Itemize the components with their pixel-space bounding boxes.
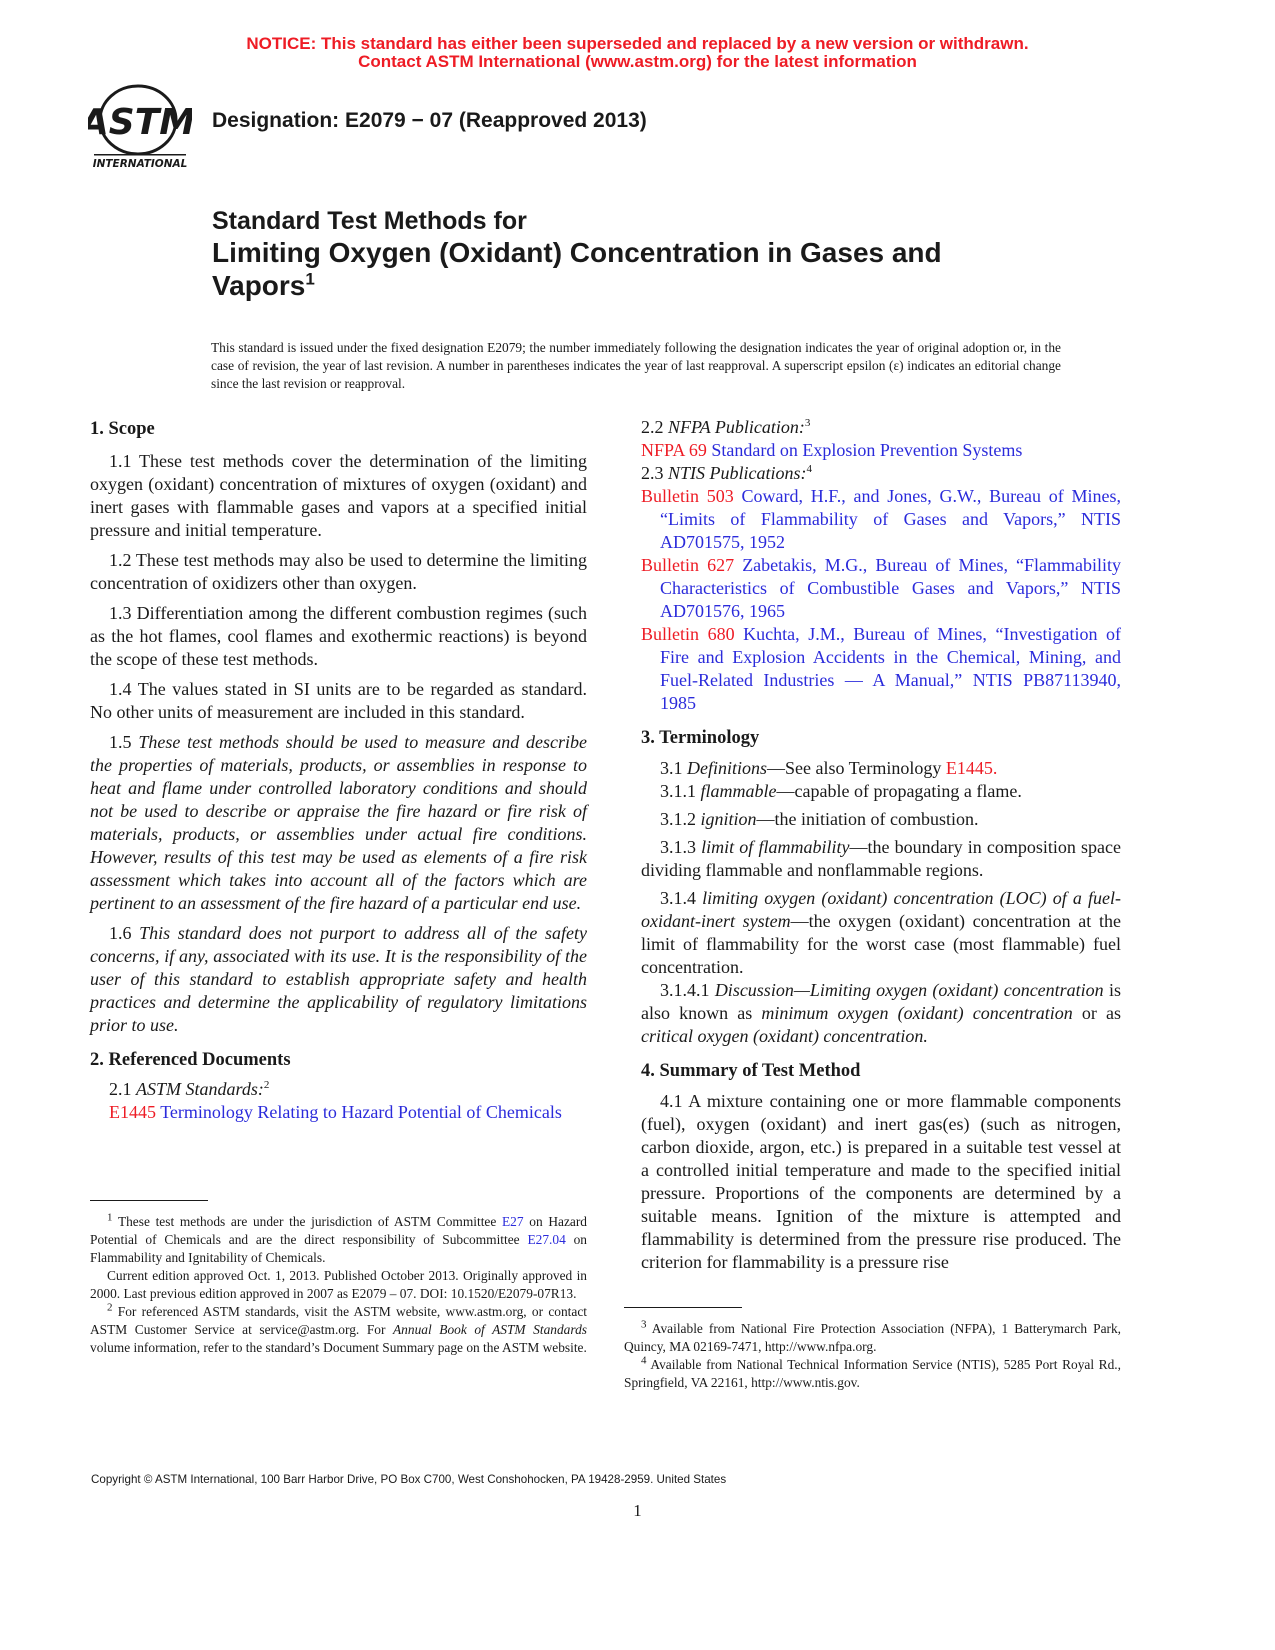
footnote-3-text: Available from National Fire Protection Association (NFPA), 1 Batterymarch Park, Quincy, MA 02169-7471, http://www.nfpa.org. [624, 1321, 1122, 1354]
para-3-1-2-term: ignition [700, 809, 757, 829]
logo-subtext: INTERNATIONAL [92, 158, 188, 170]
section-heading-referenced-documents: 2. Referenced Documents [90, 1050, 291, 1070]
title-footnote-mark: 1 [305, 269, 315, 289]
right-column [641, 416, 1121, 1274]
ref-nfpa69-title-link[interactable]: Standard on Explosion Prevention Systems [711, 440, 1023, 460]
para-1-3: 1.3 Differentiation among the different combustion regimes (such as the hot flames, cool flames and exothermic reactions) is beyond the scope of these test methods. [90, 603, 587, 669]
para-3-1-4-1-text-1: is also known as [641, 980, 1122, 1023]
title-line2: Limiting Oxygen (Oxidant) Concentration in Gases and [212, 237, 942, 268]
footnote-1-text-c: on Flammability and Ignitability of Chemicals. [90, 1232, 587, 1265]
para-3-1-3-text: —the boundary in composition space dividing flammable and nonflammable regions. [641, 837, 1121, 880]
para-2-3 [641, 462, 1121, 485]
footnote-ref-4[interactable]: 4 [806, 463, 812, 475]
ref-bulletin-680 [641, 623, 1121, 715]
para-3-1-2-num: 3.1.2 [660, 809, 696, 829]
para-3-1-3 [641, 836, 1121, 882]
footnote-4-mark: 4 [641, 1354, 647, 1367]
ref-bulletin-503-code[interactable]: Bulletin 503 [641, 486, 734, 506]
footnote-2-mark: 2 [107, 1301, 113, 1314]
left-column [90, 418, 587, 1124]
para-2-2-label: NFPA Publication: [668, 417, 805, 437]
para-3-1-4-1-italic-3: critical oxygen (oxidant) concentration. [641, 1026, 928, 1046]
para-3-1-4-text: —the oxygen (oxidant) concentration at the limit of flammability for the worst case (most flammable) fuel concentration. [641, 911, 1121, 977]
para-2-1-num: 2.1 [109, 1079, 132, 1099]
para-2-3-label: NTIS Publications: [668, 463, 807, 483]
para-1-6 [90, 922, 587, 1037]
section-heading-scope: 1. Scope [90, 419, 155, 439]
para-3-1-2-text: —the initiation of combustion. [756, 809, 979, 829]
para-3-1-1-text: —capable of propagating a flame. [776, 781, 1022, 801]
para-1-4: 1.4 The values stated in SI units are to be regarded as standard. No other units of measurement are included in this standard. [90, 679, 587, 722]
para-2-2 [641, 416, 1121, 439]
para-3-1-4-num: 3.1.4 [660, 888, 696, 908]
para-3-1-1-term: flammable [700, 781, 777, 801]
withdrawn-notice-line2: Contact ASTM International (www.astm.org) for the latest information [358, 52, 917, 71]
section-heading-terminology: 3. Terminology [641, 728, 760, 748]
para-3-1-num: 3.1 [660, 758, 683, 778]
para-3-1-3-num: 3.1.3 [660, 837, 696, 857]
footnote-4 [624, 1356, 1121, 1392]
footnote-4-text: Available from National Technical Information Service (NTIS), 5285 Port Royal Rd., Springfield, VA 22161, http://www.ntis.gov. [624, 1357, 1121, 1390]
subcommittee-e27-04-link[interactable]: E27.04 [527, 1232, 566, 1247]
footnote-3-mark: 3 [641, 1318, 647, 1331]
para-4-1: 4.1 A mixture containing one or more flammable components (fuel), oxygen (oxidant) and inert gas(es) (such as nitrogen, carbon dioxide, argon, etc.) is prepared in a suitable test vessel at a controlled initial temperature and made to the specified initial pressure. Proportions of the components are determined by a suitable means. Ignition of the mixture is attempted and flammability is determined from the pressure rise produced. The criterion for flammability is a pressure rise [641, 1091, 1121, 1272]
ref-bulletin-680-code[interactable]: Bulletin 680 [641, 624, 735, 644]
para-3-1-text: —See also Terminology [767, 758, 942, 778]
terminology-e1445-link[interactable]: E1445. [945, 758, 998, 778]
ref-bulletin-627-code[interactable]: Bulletin 627 [641, 555, 735, 575]
para-3-1-4-1-italic-1: Discussion—Limiting oxygen (oxidant) concentration [714, 980, 1104, 1000]
logo-letters: ASTM [88, 102, 192, 143]
para-1-6-num: 1.6 [109, 923, 132, 943]
footnote-1-edition: Current edition approved Oct. 1, 2013. Published October 2013. Originally approved in 2000. Last previous edition approved in 2007 as E2079 – 07. DOI: 10.1520/E2079-07R13. [90, 1268, 587, 1301]
para-3-1-term: Definitions [687, 758, 767, 778]
ref-bulletin-680-title-link[interactable]: Kuchta, J.M., Bureau of Mines, “Investigation of Fire and Explosion Accidents in the Chemical, Mining, and Fuel-Related Industries — A Manual,” NTIS PB87113940, 1985 [660, 624, 1122, 713]
committee-e27-link[interactable]: E27 [502, 1214, 524, 1229]
footnote-ref-3[interactable]: 3 [804, 417, 811, 429]
title-line3: Vapors [212, 270, 306, 301]
withdrawn-notice-line1: NOTICE: This standard has either been superseded and replaced by a new version or withdrawn. [246, 34, 1029, 53]
para-1-5-text: These test methods should be used to measure and describe the properties of materials, products, or assemblies in response to heat and flame under controlled laboratory conditions and should not be used to describe or appraise the fire hazard or fire risk of materials, products, or assemblies under actual fire conditions. However, results of this test may be used as elements of a fire risk assessment which takes into account all of the factors which are pertinent to an assessment of the fire hazard of a particular end use. [90, 732, 587, 913]
footnote-divider-right [624, 1307, 742, 1308]
copyright-footer: Copyright © ASTM International, 100 Barr Harbor Drive, PO Box C700, West Conshohocken, PA 19428-2959. United States [91, 1473, 727, 1486]
para-2-3-num: 2.3 [641, 463, 664, 483]
para-3-1-4 [641, 887, 1121, 979]
section-heading-summary: 4. Summary of Test Method [641, 1061, 861, 1081]
para-1-1: 1.1 These test methods cover the determination of the limiting oxygen (oxidant) concentration of mixtures of oxygen (oxidant) and inert gases with flammable gases and vapors at a specified initial pressure and initial temperature. [90, 451, 587, 540]
page-number: 1 [633, 1501, 642, 1520]
para-3-1-2 [641, 808, 1121, 831]
footnote-1-mark: 1 [107, 1211, 113, 1224]
footnote-1-text-b: on Hazard Potential of Chemicals and are the direct responsibility of Subcommittee [90, 1214, 587, 1247]
para-3-1-4-1-text-2: or as [1081, 1003, 1121, 1023]
footnote-1-text-a: These test methods are under the jurisdiction of ASTM Committee [117, 1214, 497, 1229]
para-3-1-4-1-num: 3.1.4.1 [660, 980, 710, 1000]
para-3-1-4-1 [641, 979, 1121, 1048]
para-3-1-4-term: limiting oxygen (oxidant) concentration (LOC) of a fuel-oxidant-inert system [641, 888, 1122, 931]
astm-logo [88, 82, 192, 172]
para-3-1 [641, 757, 1121, 780]
ref-nfpa69-code[interactable]: NFPA 69 [641, 440, 707, 460]
para-3-1-3-term: limit of flammability [701, 837, 850, 857]
ref-nfpa69 [641, 439, 1121, 462]
left-footnotes [90, 1213, 587, 1357]
para-1-2: 1.2 These test methods may also be used to determine the limiting concentration of oxidizers other than oxygen. [90, 550, 587, 593]
footnote-ref-2[interactable]: 2 [263, 1079, 270, 1091]
para-2-1-label: ASTM Standards: [136, 1079, 264, 1099]
footnote-2-text-a: For referenced ASTM standards, visit the ASTM website, www.astm.org, or contact ASTM Customer Service at service@astm.org. For [90, 1304, 587, 1337]
standard-title [212, 206, 1032, 302]
astm-logo-icon [88, 82, 192, 172]
footnote-2-text-b: volume information, refer to the standard’s Document Summary page on the ASTM website. [90, 1340, 587, 1355]
para-1-5-num: 1.5 [109, 732, 132, 752]
para-1-5 [90, 731, 587, 915]
ref-bulletin-627 [641, 554, 1121, 623]
ref-e1445-title-link[interactable]: Terminology Relating to Hazard Potential of Chemicals [160, 1102, 562, 1122]
ref-bulletin-627-title-link[interactable]: Zabetakis, M.G., Bureau of Mines, “Flammability Characteristics of Combustible Gases and Vapors,” NTIS AD701576, 1965 [660, 555, 1122, 621]
ref-e1445-code[interactable]: E1445 [109, 1102, 156, 1122]
footnote-divider-left [90, 1200, 208, 1201]
issue-note: This standard is issued under the fixed designation E2079; the number immediately following the designation indicates the year of original adoption or, in the case of revision, the year of last revision. A number in parentheses indicates the year of last reapproval. A superscript epsilon (ε) indicates an editorial change since the last revision or reapproval. [211, 340, 1061, 391]
footnote-1 [90, 1213, 587, 1267]
para-3-1-1 [641, 780, 1121, 803]
title-line1: Standard Test Methods for [212, 207, 527, 235]
footnote-2 [90, 1303, 587, 1357]
designation: Designation: E2079 − 07 (Reapproved 2013) [212, 109, 647, 132]
footnote-2-italic: Annual Book of ASTM Standards [393, 1322, 587, 1337]
ref-e1445 [109, 1101, 587, 1124]
right-footnotes [624, 1320, 1121, 1392]
para-2-2-num: 2.2 [641, 417, 664, 437]
para-1-6-text: This standard does not purport to address all of the safety concerns, if any, associated with its use. It is the responsibility of the user of this standard to establish appropriate safety and health practices and determine the applicability of regulatory limitations prior to use. [90, 923, 587, 1035]
para-3-1-1-num: 3.1.1 [660, 781, 696, 801]
ref-bulletin-503 [641, 485, 1121, 554]
footnote-3 [624, 1320, 1121, 1356]
para-2-1 [90, 1078, 587, 1101]
para-3-1-4-1-italic-2: minimum oxygen (oxidant) concentration [761, 1003, 1073, 1023]
ref-bulletin-503-title-link[interactable]: Coward, H.F., and Jones, G.W., Bureau of Mines, “Limits of Flammability of Gases and Vapors,” NTIS AD701575, 1952 [660, 486, 1122, 552]
